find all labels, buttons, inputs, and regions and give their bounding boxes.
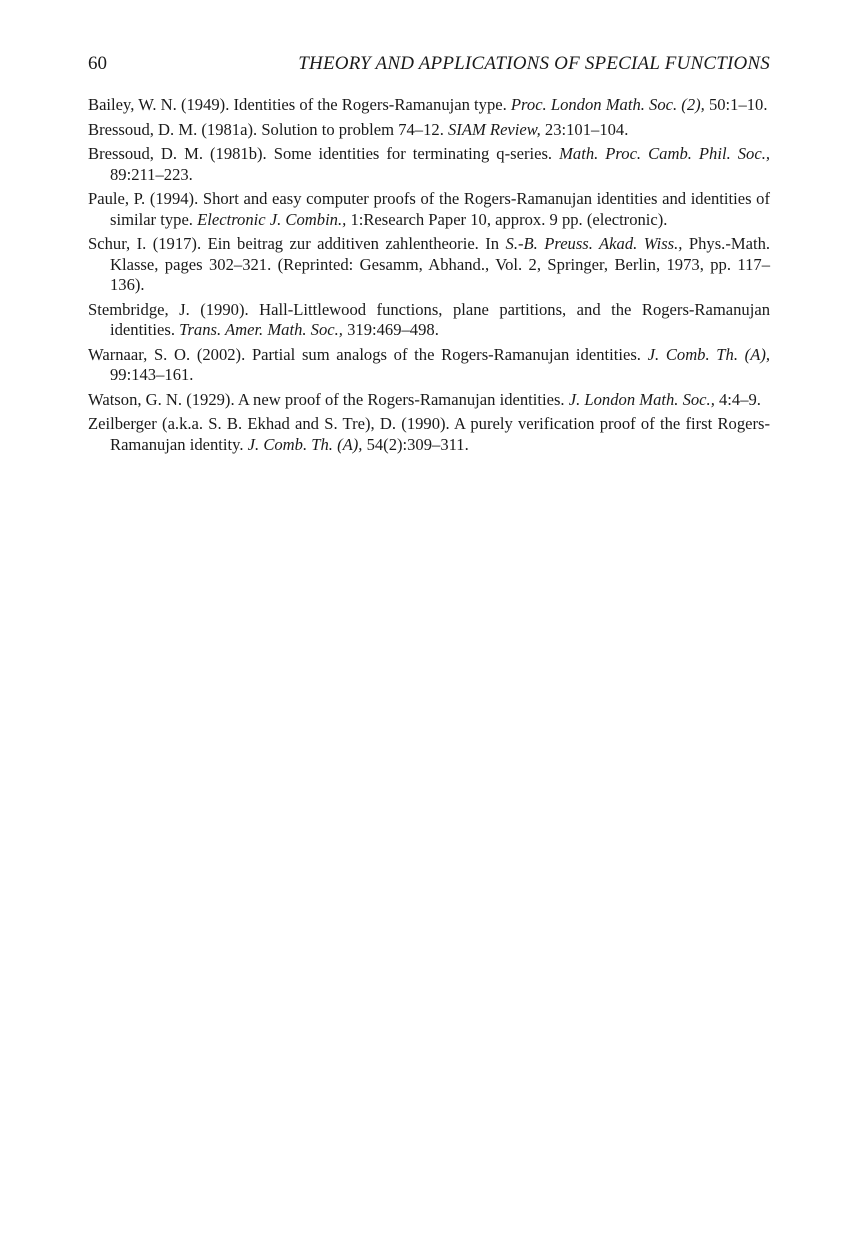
reference-venue: Math. Proc. Camb. Phil. Soc.,	[559, 144, 770, 163]
reference-entry	[88, 120, 770, 141]
reference-authors: Watson, G. N. (1929).	[88, 389, 235, 409]
reference-details: 99:143–161.	[110, 365, 194, 384]
reference-venue: Proc. London Math. Soc. (2),	[510, 95, 705, 114]
reference-details: 23:101–104.	[544, 119, 629, 139]
reference-list	[88, 95, 770, 459]
reference-details: 50:1–10.	[708, 95, 768, 114]
reference-authors: Bressoud, D. M. (1981b).	[88, 144, 267, 163]
reference-venue: SIAM Review,	[448, 119, 541, 139]
reference-authors: Paule, P. (1994).	[88, 189, 199, 208]
reference-authors: Stembridge, J. (1990).	[88, 299, 249, 319]
reference-title: A purely verification proof of the first Rogers-Ramanujan identity.	[110, 414, 771, 454]
reference-entry	[88, 144, 770, 185]
reference-entry	[88, 390, 770, 411]
reference-details: 54(2):309–311.	[366, 434, 469, 454]
page-header	[88, 52, 770, 76]
reference-venue: Trans. Amer. Math. Soc.,	[179, 320, 343, 339]
reference-entry	[88, 95, 770, 116]
reference-venue: J. Comb. Th. (A),	[647, 344, 771, 364]
reference-title: Identities of the Rogers-Ramanujan type.	[233, 95, 507, 114]
reference-details: 89:211–223.	[110, 164, 193, 184]
reference-entry	[88, 189, 770, 230]
reference-venue: S.-B. Preuss. Akad. Wiss.,	[505, 234, 683, 253]
reference-title: A new proof of the Rogers-Ramanujan identities.	[237, 389, 565, 409]
reference-venue: J. London Math. Soc.,	[568, 389, 715, 409]
reference-title: Short and easy computer proofs of the Rogers-Ramanujan identities and identities of similar type.	[110, 189, 770, 229]
reference-details: Phys.-Math. Klasse, pages 302–321. (Reprinted: Gesamm, Abhand., Vol. 2, Springer, Berlin, 1973, pp. 117–136).	[110, 234, 771, 294]
reference-title: Partial sum analogs of the Rogers-Ramanujan identities.	[251, 344, 641, 364]
reference-entry	[88, 345, 770, 386]
reference-details: 319:469–498.	[347, 320, 439, 339]
reference-venue: J. Comb. Th. (A),	[247, 434, 363, 454]
reference-authors: Warnaar, S. O. (2002).	[88, 344, 246, 364]
reference-entry	[88, 234, 770, 296]
reference-title: Hall-Littlewood functions, plane partitions, and the Rogers-Ramanujan identities.	[110, 299, 771, 339]
reference-details: 4:4–9.	[719, 389, 761, 409]
reference-authors: Bailey, W. N. (1949).	[88, 95, 230, 114]
reference-authors: Bressoud, D. M. (1981a).	[88, 119, 258, 139]
reference-authors: Zeilberger (a.k.a. S. B. Ekhad and S. Tre), D. (1990).	[88, 414, 450, 433]
page-number: 60	[88, 53, 107, 74]
running-title: THEORY AND APPLICATIONS OF SPECIAL FUNCTIONS	[298, 53, 770, 74]
reference-title: Some identities for terminating q-series.	[273, 144, 553, 163]
reference-authors: Schur, I. (1917).	[88, 234, 202, 253]
reference-details: 1:Research Paper 10, approx. 9 pp. (electronic).	[350, 209, 668, 229]
reference-entry	[88, 300, 770, 341]
reference-venue: Electronic J. Combin.,	[197, 209, 347, 229]
reference-title: Ein beitrag zur additiven zahlentheorie. In	[207, 234, 500, 253]
reference-entry	[88, 414, 770, 455]
reference-title: Solution to problem 74–12.	[261, 119, 444, 139]
